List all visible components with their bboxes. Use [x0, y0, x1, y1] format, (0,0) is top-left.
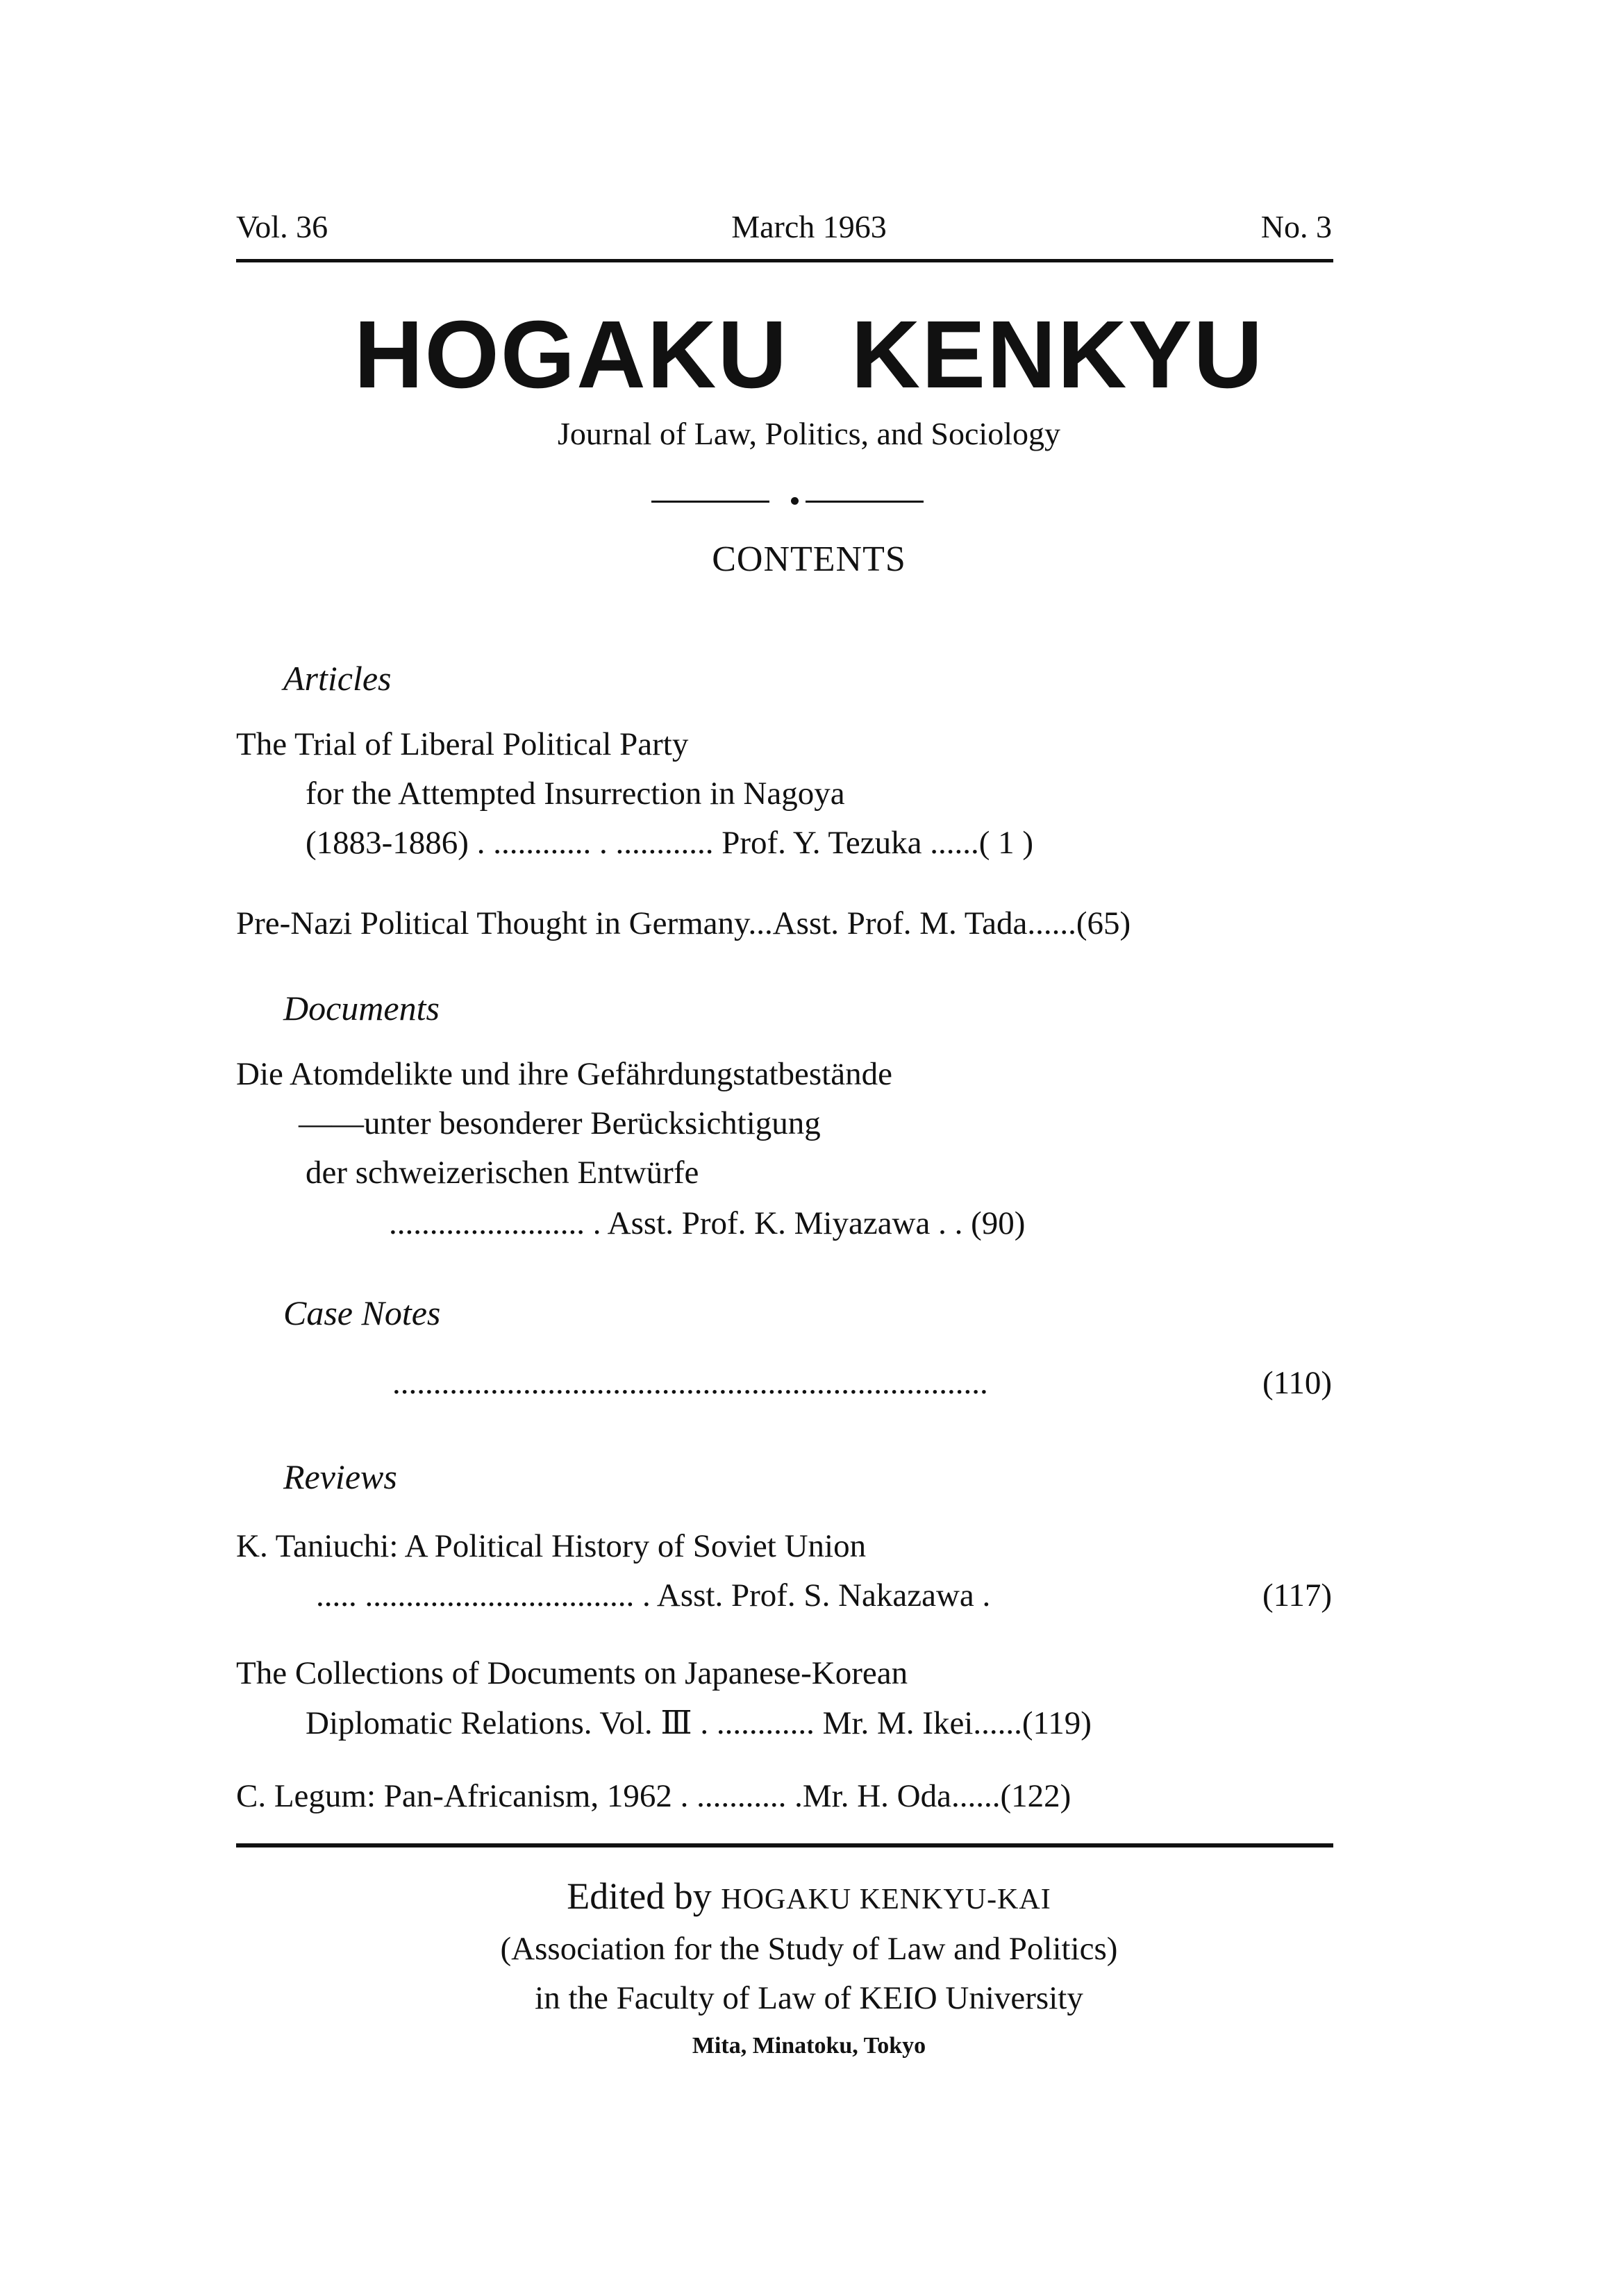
article-1-title-line1: The Trial of Liberal Political Party: [236, 726, 689, 762]
edited-by-label: Edited by: [567, 1875, 712, 1917]
case-notes-page: (110): [1262, 1365, 1332, 1401]
document-1-title-line2: ——unter besonderer Berücksichtigung: [299, 1105, 821, 1141]
document-1-author-line: ........................ . Asst. Prof. K. Miyazawa . . (90): [389, 1205, 1026, 1241]
contents-heading: CONTENTS: [712, 539, 906, 579]
document-1-title-line1: Die Atomdelikte und ihre Gefährdungstatbestände: [236, 1056, 892, 1092]
section-heading-case-notes: Case Notes: [283, 1293, 441, 1332]
issue-number: No. 3: [1260, 209, 1332, 244]
review-1-title: K. Taniuchi: A Political History of Soviet Union: [236, 1528, 867, 1564]
issue-date: March 1963: [731, 209, 887, 244]
journal-title: HOGAKU KENKYU: [353, 301, 1265, 408]
review-3-line: C. Legum: Pan-Africanism, 1962 . ........... .Mr. H. Oda......(122): [236, 1778, 1071, 1814]
journal-subtitle: Journal of Law, Politics, and Sociology: [558, 416, 1060, 451]
volume-label: Vol. 36: [236, 209, 328, 244]
review-2-title-line1: The Collections of Documents on Japanese-Korean: [236, 1655, 908, 1691]
document-1-title-line3: der schweizerischen Entwürfe: [306, 1155, 699, 1191]
association-full-name: (Association for the Study of Law and Politics): [500, 1931, 1118, 1967]
association-name: HOGAKU KENKYU-KAI: [721, 1884, 1051, 1916]
address-line: Mita, Minatoku, Tokyo: [692, 2033, 926, 2059]
faculty-line: in the Faculty of Law of KEIO University: [535, 1980, 1083, 2016]
review-2-title-line2: Diplomatic Relations. Vol. Ⅲ . ............ Mr. M. Ikei......(119): [306, 1705, 1092, 1741]
header-rule: [236, 259, 1333, 262]
review-1-page: (117): [1262, 1577, 1332, 1614]
ornament-dot: [791, 497, 799, 505]
article-1-author-line: (1883-1886) . ............ . ............ Prof. Y. Tezuka ......( 1 ): [306, 825, 1033, 861]
section-heading-articles: Articles: [283, 659, 392, 698]
ornament-right-line: [806, 501, 924, 503]
article-1-title-line2: for the Attempted Insurrection in Nagoya: [306, 776, 845, 812]
review-1-author-line: ..... ................................. . Asst. Prof. S. Nakazawa .: [316, 1577, 991, 1614]
article-2-line: Pre-Nazi Political Thought in Germany...Asst. Prof. M. Tada......(65): [236, 905, 1131, 941]
ornament-left-line: [651, 501, 769, 503]
section-heading-reviews: Reviews: [283, 1457, 397, 1496]
editor-line: [0, 1875, 1618, 1918]
footer-rule: [236, 1843, 1333, 1847]
section-heading-documents: Documents: [283, 989, 440, 1028]
case-notes-leader: .........................................................................: [392, 1365, 988, 1401]
